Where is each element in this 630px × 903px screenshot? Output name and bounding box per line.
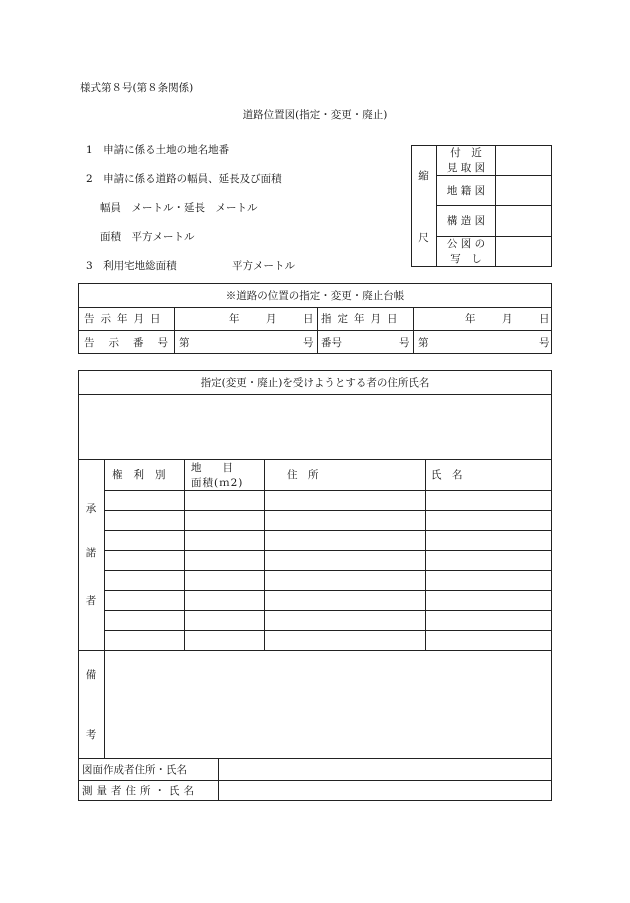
surveyor-field[interactable] xyxy=(219,781,551,800)
notice-month: 月 xyxy=(266,313,277,325)
remarks-char-2: 考 xyxy=(85,728,97,741)
vicinity-map-b: 見 取 図 xyxy=(446,162,486,174)
designation-day: 日 xyxy=(539,313,550,325)
col-address-header-text: 住 所 xyxy=(287,469,319,481)
page-title: 道路位置図(指定・変更・廃止) xyxy=(242,109,388,121)
designation-year: 年 xyxy=(465,313,476,325)
number-go: 号 xyxy=(399,336,410,349)
notice-date-label: 告示年月日 xyxy=(84,313,167,325)
col-name-header: 氏 名 xyxy=(431,469,463,481)
number-dai: 第 xyxy=(418,336,429,349)
drafter-field[interactable] xyxy=(219,759,551,779)
col-chimoku-header-b: 面積(ｍ2) xyxy=(191,477,244,489)
applicant-address-name-area[interactable] xyxy=(79,395,551,458)
item-3-unit: 平方メートル xyxy=(232,260,295,272)
designation-date-label: 指定年月日 xyxy=(321,313,404,325)
item-1: 1 申請に係る土地の地名地番 xyxy=(86,144,230,156)
cadastral-map-label: 地 籍 図 xyxy=(446,184,486,197)
item-3-label: 3 利用宅地総面積 xyxy=(86,260,177,272)
scale-label-bottom: 尺 xyxy=(418,231,429,244)
notice-dai: 第 xyxy=(179,336,190,349)
col-chimoku-header-a: 地 目 xyxy=(191,462,233,474)
vicinity-map-a: 付 近 xyxy=(450,147,482,159)
notice-year: 年 xyxy=(229,313,240,325)
remarks-area[interactable] xyxy=(105,651,551,757)
official-map-copy-b: 写 し xyxy=(450,253,482,265)
remarks-char-1: 備 xyxy=(85,668,97,681)
item-2: 2 申請に係る道路の幅員、延長及び面積 xyxy=(86,173,282,185)
width-length-line: 幅員 メートル・延長 メートル xyxy=(100,202,258,214)
area-line: 面積 平方メートル xyxy=(100,231,195,243)
number-label: 番号 xyxy=(321,336,342,349)
official-map-copy-a: 公 図 の xyxy=(446,238,486,250)
consent-char-1: 承 xyxy=(85,502,97,515)
designation-month: 月 xyxy=(502,313,513,325)
consent-char-3: 者 xyxy=(85,594,97,607)
structure-map-label: 構 造 図 xyxy=(446,215,486,227)
number-go-2: 号 xyxy=(539,336,550,349)
notice-number-label: 告示番号 xyxy=(84,336,182,349)
col-rights-header: 権利別 xyxy=(112,469,177,481)
scale-label-top: 縮 xyxy=(418,169,429,182)
col-address-header xyxy=(287,459,419,490)
consent-char-2: 諾 xyxy=(85,546,97,559)
ledger-title: ※道路の位置の指定・変更・廃止台帳 xyxy=(225,289,405,302)
notice-go: 号 xyxy=(303,336,314,349)
applicant-title: 指定(変更・廃止)を受けようとする者の住所氏名 xyxy=(200,376,430,389)
notice-day: 日 xyxy=(303,313,314,325)
surveyor-label: 測量者住所・氏名 xyxy=(82,785,198,797)
drafter-label: 図面作成者住所・氏名 xyxy=(82,763,187,776)
form-number: 様式第８号(第８条関係) xyxy=(80,82,194,94)
